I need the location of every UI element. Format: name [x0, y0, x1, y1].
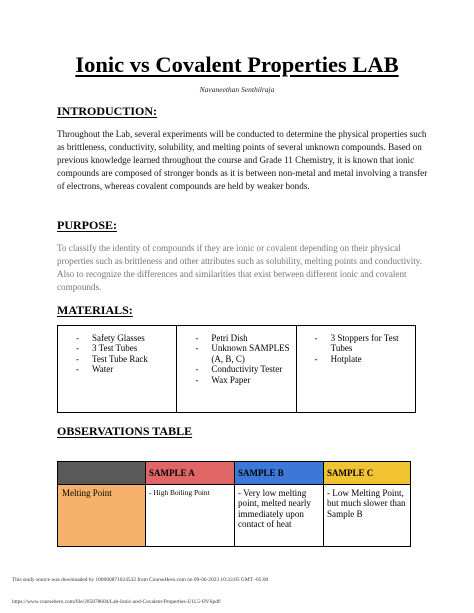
materials-column-2	[177, 326, 296, 413]
materials-item: - 3 Stoppers for Test Tubes	[315, 333, 411, 354]
header-sample-b: SAMPLE B	[235, 462, 324, 485]
footer-download-note: This study source was downloaded by 100000871024532 from CourseHero.com on 09-06-2023 10:33:05 GMT -05:00	[12, 577, 269, 583]
footer-source-url[interactable]: https://www.coursehero.com/file/205878604/Lab-Ionic-and-Covalent-Properties-U1L5-OVSpdf/	[12, 599, 222, 605]
observations-heading: OBSERVATIONS TABLE	[57, 424, 193, 438]
materials-table	[57, 325, 416, 413]
page-title: Ionic vs Covalent Properties LAB	[75, 52, 399, 77]
cell-sample-a: - High Boiling Point	[146, 485, 235, 547]
cell-sample-b: - Very low melting point, melted nearly immediately upon contact of heat	[235, 485, 324, 547]
purpose-heading: PURPOSE:	[57, 218, 117, 232]
materials-item: - 3 Test Tubes	[76, 343, 172, 353]
header-sample-a: SAMPLE A	[146, 462, 235, 485]
table-row	[58, 485, 411, 547]
header-sample-c: SAMPLE C	[324, 462, 411, 485]
materials-item: - Test Tube Rack	[76, 354, 172, 364]
materials-item: - Hotplate	[315, 354, 411, 364]
author-name: Navaneethan Senthilraja	[199, 85, 275, 94]
materials-item: - Water	[76, 364, 172, 374]
header-blank-cell	[58, 462, 146, 485]
introduction-text: Throughout the Lab, several experiments will be conducted to determine the physical properties such as brittleness, conductivity, solubility, and melting points of several unknown compounds. Based on previous knowledge learned throughout the course and Grade 11 Chemistry, it is known that ionic compounds are composed of stronger bonds as it is between non-metal and metal involving a transfer of electrons, whereas covalent compounds are held by weaker bonds.	[57, 129, 428, 191]
materials-item: - Wax Paper	[195, 375, 291, 385]
materials-item: - Unknown SAMPLES (A, B, C)	[195, 343, 291, 364]
materials-item: - Safety Glasses	[76, 333, 172, 343]
row-label-melting-point: Melting Point	[58, 485, 146, 547]
materials-heading: MATERIALS:	[57, 303, 133, 317]
introduction-heading: INTRODUCTION:	[57, 104, 158, 118]
cell-sample-c: - Low Melting Point, but much slower than Sample B	[324, 485, 411, 547]
materials-item: - Petri Dish	[195, 333, 291, 343]
materials-column-3	[296, 326, 415, 413]
materials-column-1	[58, 326, 177, 413]
purpose-text: To classify the identity of compounds if they are ionic or covalent depending on their physical properties such as brittleness and other attributes such as solubility, melting points and conductivity. Also to recognize the differences and similarities that exist between different ionic and covalent compounds.	[57, 243, 423, 292]
materials-item: - Conductivity Tester	[195, 364, 291, 374]
observations-table	[57, 461, 411, 547]
